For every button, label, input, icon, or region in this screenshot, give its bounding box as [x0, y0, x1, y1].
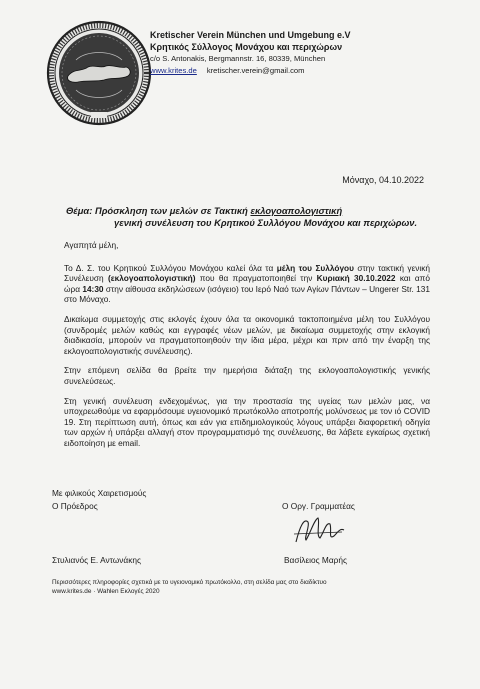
paragraph-agenda-note: Στην επόμενη σελίδα θα βρείτε την ημερήσια διάταξη της εκλογοαπολογιστικής γενικής συνελεύσεως.: [64, 365, 430, 386]
subject-second-line: γενική συνέλευση του Κρητικού Συλλόγου Μονάχου και περιχώρων.: [114, 217, 418, 228]
org-name-greek: Κρητικός Σύλλογος Μονάχου και περιχώρων: [150, 41, 343, 52]
secretary-name: Βασίλειος Μαρής: [284, 555, 347, 565]
p1-bold-members: μέλη του Συλλόγου: [276, 262, 354, 273]
secretary-signature: [290, 512, 350, 548]
paragraph-voting-rights: Δικαίωμα συμμετοχής στις εκλογές έχουν όλα τα οικονομικά τακτοποιημένα μέλη του Συλλόγου (συνδρομές μελών καθώς και εγγραφές νέων μελών, με δικαίωμα συμμετοχής στην εκλογική διαδικασία, μπορούν να πραγματοποιηθούν την ίδια μέρα, μέχρι και πριν από την έναρξη της εκλογοαπολογιστικής συνέλευσης).: [64, 313, 430, 356]
org-address: c/o S. Antonakis, Bergmannstr. 16, 80339, München: [150, 54, 326, 63]
subject-lead: Θέμα: Πρόσκληση των μελών σε Τακτική: [66, 205, 251, 216]
paragraph-covid-protocol: Στη γενική συνέλευση ενδεχομένως, για την προστασία της υγείας των μελών μας, να υποχρεωθούμε να εφαρμόσουμε υγειονομικό πρωτόκολλο αποτροπής μολύνσεως με τον ιό COVID 19. Στη περίπτωση αυτή, όπως και εάν για επιδημιολογικούς λόγους υπάρξει διαφορετική οδηγία των αρχών ή υπάρξει αλλαγή στον προγραμματισμό της συνέλευσης, θα λάβετε εγκαίρως σχετική ειδοποίηση με email.: [64, 395, 430, 448]
footer-line-2: www.krites.de · Wahlen Εκλογές 2020: [52, 588, 160, 595]
org-contacts: [150, 65, 450, 77]
p1-text-g: και από ώρα: [64, 273, 430, 294]
secretary-role: Ο Οργ. Γραμματέας: [282, 501, 355, 511]
p1-text-a: Το Δ. Σ. του Κρητικού Συλλόγου Μονάχου καλεί όλα τα: [64, 262, 277, 273]
p1-text-e: που θα πραγματοποιηθεί την: [195, 273, 317, 284]
p1-bold-type: (εκλογοαπολογιστική): [107, 273, 196, 284]
paragraph-invitation: [64, 263, 430, 305]
association-seal-logo: [46, 20, 152, 126]
email-address: kretischer.verein@gmail.com: [206, 65, 305, 75]
greeting: Αγαπητά μέλη,: [64, 240, 119, 250]
letter-body: [64, 240, 430, 458]
letterhead: [150, 30, 450, 76]
president-name: Στυλιανός Ε. Αντωνάκης: [52, 555, 141, 565]
closing-salutation: Με φιλικούς Χαιρετισμούς: [52, 488, 147, 498]
president-role: Ο Πρόεδρος: [52, 501, 98, 511]
footer-note: [52, 578, 452, 596]
subject-underlined: εκλογοαπολογιστική: [250, 205, 343, 216]
subject-line: [66, 205, 446, 229]
org-name-german: Kretischer Verein München und Umgebung e.V: [150, 30, 351, 40]
p1-text-i: στην αίθουσα εκδηλώσεων (ισόγειο) του Ιερό Ναό των Αγίων Πάντων – Ungerer Str. 131 στο Μόναχο.: [64, 283, 430, 305]
footer-line-1: Περισσότερες πληροφορίες σχετικά με το υγειονομικό πρωτόκολλο, στη σελίδα μας στο διαδίκτυο: [52, 579, 327, 586]
letter-date: Μόναχο, 04.10.2022: [342, 175, 424, 185]
p1-bold-date: Κυριακή 30.10.2022: [316, 273, 396, 284]
website-link[interactable]: www.krites.de: [150, 65, 197, 75]
p1-text-c: στην τακτική γενική Συνέλευση: [64, 262, 431, 284]
p1-bold-time: 14:30: [82, 283, 104, 294]
